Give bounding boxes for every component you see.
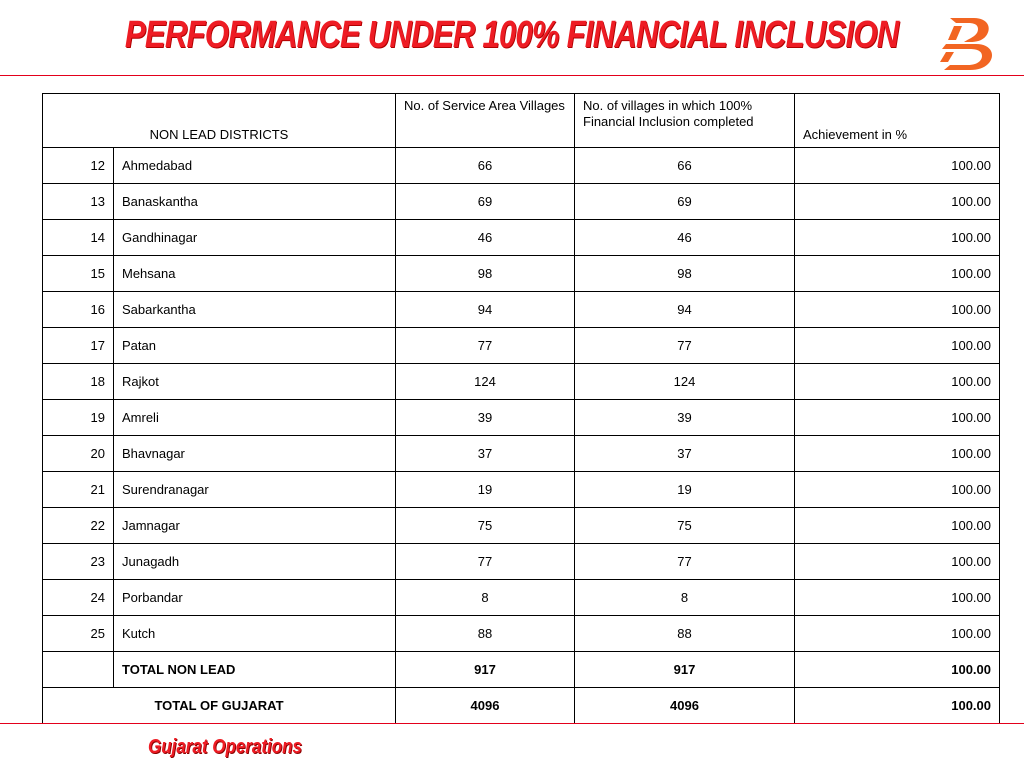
row-service-area-villages: 98 [396, 256, 575, 292]
header-villages-inclusion-text: No. of villages in which 100% Financial Inclusion completed [583, 98, 754, 129]
row-inclusion-completed: 69 [575, 184, 795, 220]
row-service-area-villages: 94 [396, 292, 575, 328]
row-achievement-percent: 100.00 [795, 256, 1000, 292]
financial-inclusion-table [42, 93, 1000, 724]
row-achievement-percent: 100.00 [795, 400, 1000, 436]
row-service-area-villages: 75 [396, 508, 575, 544]
row-serial-number: 22 [43, 508, 114, 544]
row-district-name: Amreli [114, 400, 396, 436]
row-serial-number: 12 [43, 148, 114, 184]
row-achievement-percent: 100.00 [795, 148, 1000, 184]
row-district-name: Gandhinagar [114, 220, 396, 256]
table-row [43, 364, 1000, 400]
row-achievement-percent: 100.00 [795, 544, 1000, 580]
header-rule [0, 75, 1024, 76]
row-district-name: Porbandar [114, 580, 396, 616]
row-district-name: Patan [114, 328, 396, 364]
row-service-area-villages: 39 [396, 400, 575, 436]
total-non-lead-achievement: 100.00 [795, 652, 1000, 688]
table-header-row [43, 94, 1000, 148]
row-district-name: Banaskantha [114, 184, 396, 220]
row-inclusion-completed: 8 [575, 580, 795, 616]
row-service-area-villages: 19 [396, 472, 575, 508]
row-district-name: Surendranagar [114, 472, 396, 508]
row-inclusion-completed: 75 [575, 508, 795, 544]
header-villages-inclusion-completed [575, 94, 795, 148]
total-gujarat-inclusion: 4096 [575, 688, 795, 724]
row-serial-number: 15 [43, 256, 114, 292]
total-non-lead-row [43, 652, 1000, 688]
table-row [43, 256, 1000, 292]
total-gujarat-label: TOTAL OF GUJARAT [43, 688, 396, 724]
row-service-area-villages: 88 [396, 616, 575, 652]
row-inclusion-completed: 88 [575, 616, 795, 652]
table-row [43, 292, 1000, 328]
table-row [43, 544, 1000, 580]
header-service-area-villages [396, 94, 575, 148]
row-achievement-percent: 100.00 [795, 616, 1000, 652]
table-row [43, 472, 1000, 508]
row-inclusion-completed: 37 [575, 436, 795, 472]
row-serial-number: 18 [43, 364, 114, 400]
row-serial-number: 21 [43, 472, 114, 508]
row-district-name: Sabarkantha [114, 292, 396, 328]
row-inclusion-completed: 124 [575, 364, 795, 400]
row-inclusion-completed: 46 [575, 220, 795, 256]
row-inclusion-completed: 77 [575, 544, 795, 580]
slide-title: PERFORMANCE UNDER 100% FINANCIAL INCLUSION [124, 14, 899, 56]
header-service-area-villages-text: No. of Service Area Villages [404, 98, 565, 113]
total-non-lead-villages: 917 [396, 652, 575, 688]
row-district-name: Ahmedabad [114, 148, 396, 184]
row-achievement-percent: 100.00 [795, 580, 1000, 616]
row-achievement-percent: 100.00 [795, 220, 1000, 256]
row-district-name: Junagadh [114, 544, 396, 580]
row-service-area-villages: 77 [396, 544, 575, 580]
footer-label: Gujarat Operations [148, 736, 302, 758]
table-row [43, 184, 1000, 220]
row-serial-number: 24 [43, 580, 114, 616]
total-non-lead-inclusion: 917 [575, 652, 795, 688]
row-service-area-villages: 66 [396, 148, 575, 184]
row-serial-number: 20 [43, 436, 114, 472]
table-row [43, 400, 1000, 436]
row-service-area-villages: 124 [396, 364, 575, 400]
row-achievement-percent: 100.00 [795, 184, 1000, 220]
row-service-area-villages: 46 [396, 220, 575, 256]
row-service-area-villages: 8 [396, 580, 575, 616]
row-inclusion-completed: 77 [575, 328, 795, 364]
row-service-area-villages: 37 [396, 436, 575, 472]
total-gujarat-row [43, 688, 1000, 724]
row-achievement-percent: 100.00 [795, 436, 1000, 472]
table-row [43, 436, 1000, 472]
table-row [43, 508, 1000, 544]
row-inclusion-completed: 19 [575, 472, 795, 508]
table-row [43, 328, 1000, 364]
row-achievement-percent: 100.00 [795, 328, 1000, 364]
total-gujarat-achievement: 100.00 [795, 688, 1000, 724]
row-district-name: Bhavnagar [114, 436, 396, 472]
row-serial-number: 17 [43, 328, 114, 364]
row-district-name: Mehsana [114, 256, 396, 292]
table-row [43, 616, 1000, 652]
row-inclusion-completed: 39 [575, 400, 795, 436]
row-achievement-percent: 100.00 [795, 364, 1000, 400]
row-serial-number: 14 [43, 220, 114, 256]
row-serial-number: 19 [43, 400, 114, 436]
header-achievement-percent: Achievement in % [795, 94, 1000, 148]
row-inclusion-completed: 66 [575, 148, 795, 184]
row-serial-number: 25 [43, 616, 114, 652]
row-district-name: Jamnagar [114, 508, 396, 544]
footer-rule [0, 723, 1024, 724]
row-achievement-percent: 100.00 [795, 472, 1000, 508]
header-non-lead-districts: NON LEAD DISTRICTS [43, 94, 396, 148]
total-non-lead-blank [43, 652, 114, 688]
row-serial-number: 16 [43, 292, 114, 328]
row-district-name: Rajkot [114, 364, 396, 400]
table-row [43, 148, 1000, 184]
row-achievement-percent: 100.00 [795, 508, 1000, 544]
total-gujarat-villages: 4096 [396, 688, 575, 724]
row-achievement-percent: 100.00 [795, 292, 1000, 328]
row-service-area-villages: 69 [396, 184, 575, 220]
row-serial-number: 23 [43, 544, 114, 580]
total-non-lead-label: TOTAL NON LEAD [114, 652, 396, 688]
table-row [43, 220, 1000, 256]
row-inclusion-completed: 98 [575, 256, 795, 292]
row-serial-number: 13 [43, 184, 114, 220]
row-inclusion-completed: 94 [575, 292, 795, 328]
row-district-name: Kutch [114, 616, 396, 652]
table-row [43, 580, 1000, 616]
bank-of-baroda-logo-icon [940, 10, 1004, 74]
row-service-area-villages: 77 [396, 328, 575, 364]
